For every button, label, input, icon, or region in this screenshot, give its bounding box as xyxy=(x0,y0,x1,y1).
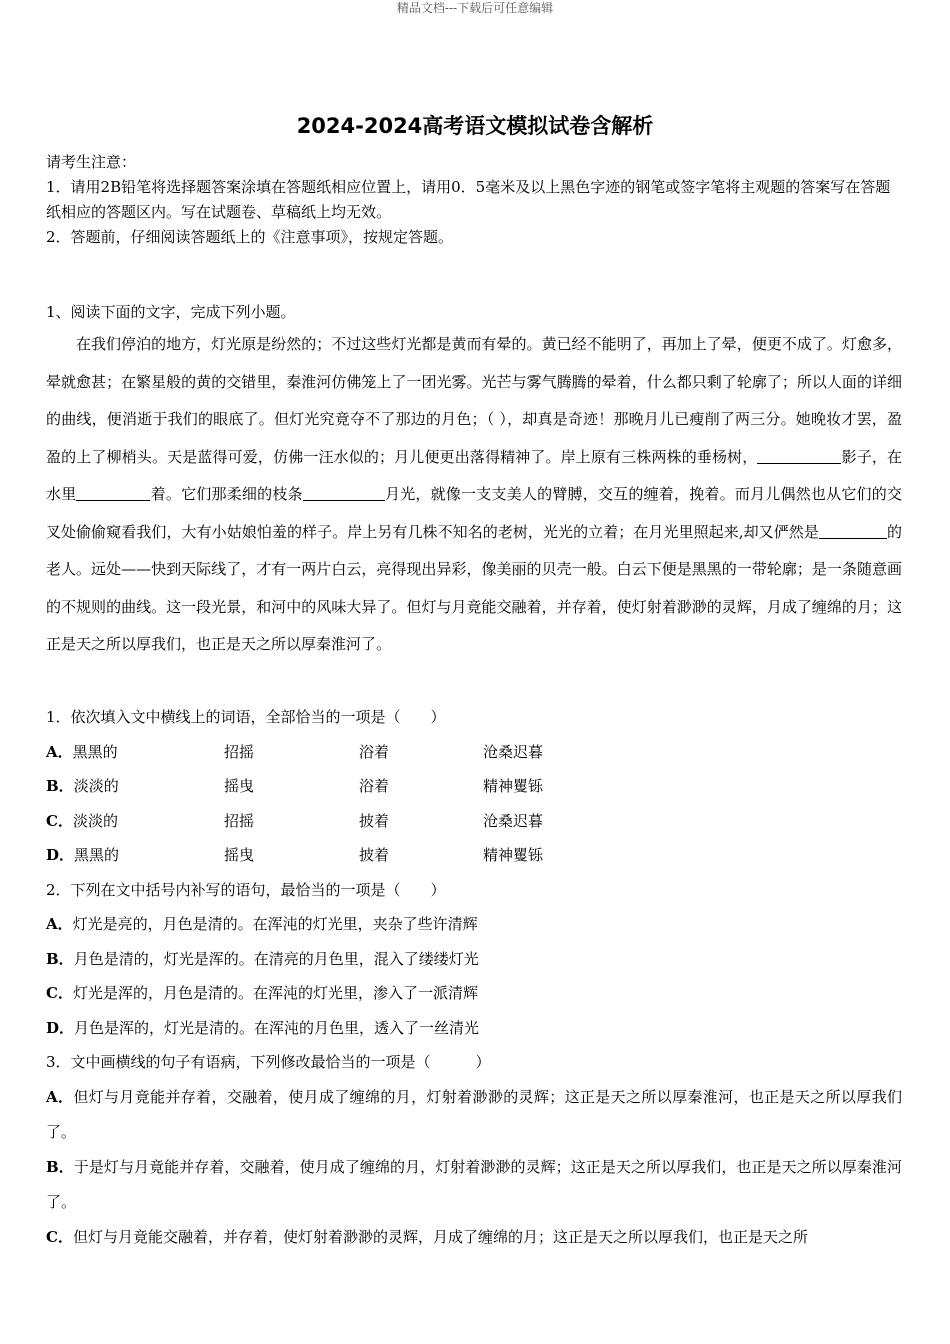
option-row xyxy=(46,804,902,839)
option-b xyxy=(46,1150,902,1220)
passage-text: 在我们停泊的地方，灯光原是纷然的；不过这些灯光都是黄而有晕的。黄已经不能明了，再加上了晕，便更不成了。灯愈多，晕就愈甚；在繁星般的黄的交错里，秦淮河仿佛笼上了一团光雾。光芒与雾气腾腾的晕着，什么都只剩了轮廓了；所以人面的详细的曲线，便消逝于我们的眼底了。但灯光究竟夺不了那边的月色；（ ），却真是奇迹！那晚月儿已瘦削了两三分。她晚妆才罢，盈盈的上了柳梢头。天是蓝得可爱，仿佛一汪水似的；月儿便更出落得精神了。岸上原有三株两株的垂杨树， xyxy=(46,335,902,466)
passage-text: 月光，就像一支支美人的臂膊，交互的缠着，挽着。而月儿偶然也从它们的交叉处偷偷窥看我们，大有小姑娘怕羞的样子。岸上另有几株不知名的老树，光光的立着；在月光里照起来,却又俨然是 xyxy=(46,485,902,541)
question-stem: 1．依次填入文中横线上的词语，全部恰当的一项是（ ） xyxy=(46,708,446,726)
option-text: 月色是清的，灯光是浑的。在清亮的月色里，混入了缕缕灯光 xyxy=(73,949,479,968)
option-word: 精神矍铄 xyxy=(483,777,544,795)
option-a xyxy=(46,735,224,770)
option-word: 淡淡的 xyxy=(73,777,119,795)
question-stem: 3．文中画横线的句子有语病，下列修改最恰当的一项是（ ） xyxy=(46,1053,491,1071)
option-label: D． xyxy=(46,1018,75,1037)
page-title: 2024-2024高考语文模拟试卷含解析 xyxy=(296,114,654,138)
option-word: 摇曳 xyxy=(224,846,255,864)
option-c xyxy=(46,1220,902,1255)
option-word: 黑黑的 xyxy=(72,742,118,761)
option-text: 灯光是浑的，月色是清的。在浑沌的灯光里，渗入了一派清辉 xyxy=(72,984,478,1002)
answer-blank xyxy=(303,485,385,501)
answer-blank xyxy=(76,485,150,501)
answer-blank xyxy=(757,448,841,464)
option-label: D． xyxy=(46,846,75,864)
option-d xyxy=(46,1011,902,1046)
notice-item: 2．答题前，仔细阅读答题纸上的《注意事项》，按规定答题。 xyxy=(46,228,454,246)
header-note: 精品文档---下载后可任意编辑 xyxy=(396,1,554,15)
notice-heading: 请考生注意： xyxy=(46,153,137,171)
option-text: 但灯与月竟能交融着，并存着，使灯射着渺渺的灵辉，月成了缠绵的月；这正是天之所以厚我们，也正是天之所 xyxy=(72,1227,808,1246)
option-b xyxy=(46,942,902,977)
option-label: C． xyxy=(46,1227,73,1246)
passage-text: 的老人。远处——快到天际线了，才有一两片白云，亮得现出异彩，像美丽的贝壳一般。白云下便是黑黑的一带轮廓；是一条随意画的不规则的曲线。这一段光景，和河中的风味大异了。但灯与月竟能交融着，并存着，使灯射着渺渺的灵辉，月成了缠绵的月；这正是天之所以厚我们，也正是天之所以厚秦淮河了。 xyxy=(46,522,902,653)
questions-block xyxy=(46,700,902,1255)
option-row xyxy=(46,769,902,804)
option-label: A． xyxy=(46,915,73,933)
option-label: B． xyxy=(46,949,74,968)
option-text: 月色是浑的，灯光是清的。在浑沌的月色里，透入了一丝清光 xyxy=(74,1018,480,1037)
option-label: A． xyxy=(46,1087,74,1106)
option-text: 于是灯与月竟能并存着，交融着，使月成了缠绵的月，灯射着渺渺的灵辉；这正是天之所以厚我们，也正是天之所以厚秦淮河了。 xyxy=(46,1157,902,1211)
option-word: 摇曳 xyxy=(224,777,255,795)
option-a xyxy=(46,907,902,942)
option-text: 但灯与月竟能并存着，交融着，使月成了缠绵的月，灯射着渺渺的灵辉；这正是天之所以厚秦淮河，也正是天之所以厚我们了。 xyxy=(46,1087,902,1141)
option-word: 淡淡的 xyxy=(72,811,118,830)
option-word: 披着 xyxy=(359,811,390,830)
option-word: 披着 xyxy=(359,846,390,864)
notice-item: 1．请用2B铅笔将选择题答案涂填在答题纸相应位置上，请用0．5毫米及以上黑色字迹的钢笔或签字笔将主观题的答案写在答题纸相应的答题区内。写在试题卷、草稿纸上均无效。 xyxy=(46,178,891,221)
option-label: B． xyxy=(46,1157,74,1176)
option-d xyxy=(46,838,224,873)
option-row xyxy=(46,838,902,873)
option-row xyxy=(46,735,902,770)
passage-text: 着。它们那柔细的枝条 xyxy=(150,485,303,503)
notice-block xyxy=(46,150,902,250)
option-word: 招摇 xyxy=(224,742,255,761)
section-heading: 1、阅读下面的文字，完成下列小题。 xyxy=(46,303,296,321)
option-b xyxy=(46,769,224,804)
option-c xyxy=(46,804,224,839)
answer-blank xyxy=(819,523,887,539)
passage-text: 影子，在水里 xyxy=(46,447,902,503)
option-word: 招摇 xyxy=(224,811,255,830)
option-word: 沧桑迟暮 xyxy=(483,742,544,761)
option-a xyxy=(46,1080,902,1150)
question-stem: 2．下列在文中括号内补写的语句，最恰当的一项是（ ） xyxy=(46,880,446,899)
option-word: 浴着 xyxy=(359,777,390,795)
option-word: 黑黑的 xyxy=(74,846,120,864)
option-c xyxy=(46,976,902,1011)
option-text: 灯光是亮的，月色是清的。在浑沌的灯光里，夹杂了些许清辉 xyxy=(72,915,478,933)
reading-passage xyxy=(46,326,902,664)
option-label: C． xyxy=(46,811,73,830)
option-word: 沧桑迟暮 xyxy=(483,811,544,830)
option-label: A． xyxy=(46,742,73,761)
option-word: 浴着 xyxy=(359,742,390,761)
option-label: B． xyxy=(46,777,74,795)
option-label: C． xyxy=(46,984,73,1002)
option-word: 精神矍铄 xyxy=(483,846,544,864)
